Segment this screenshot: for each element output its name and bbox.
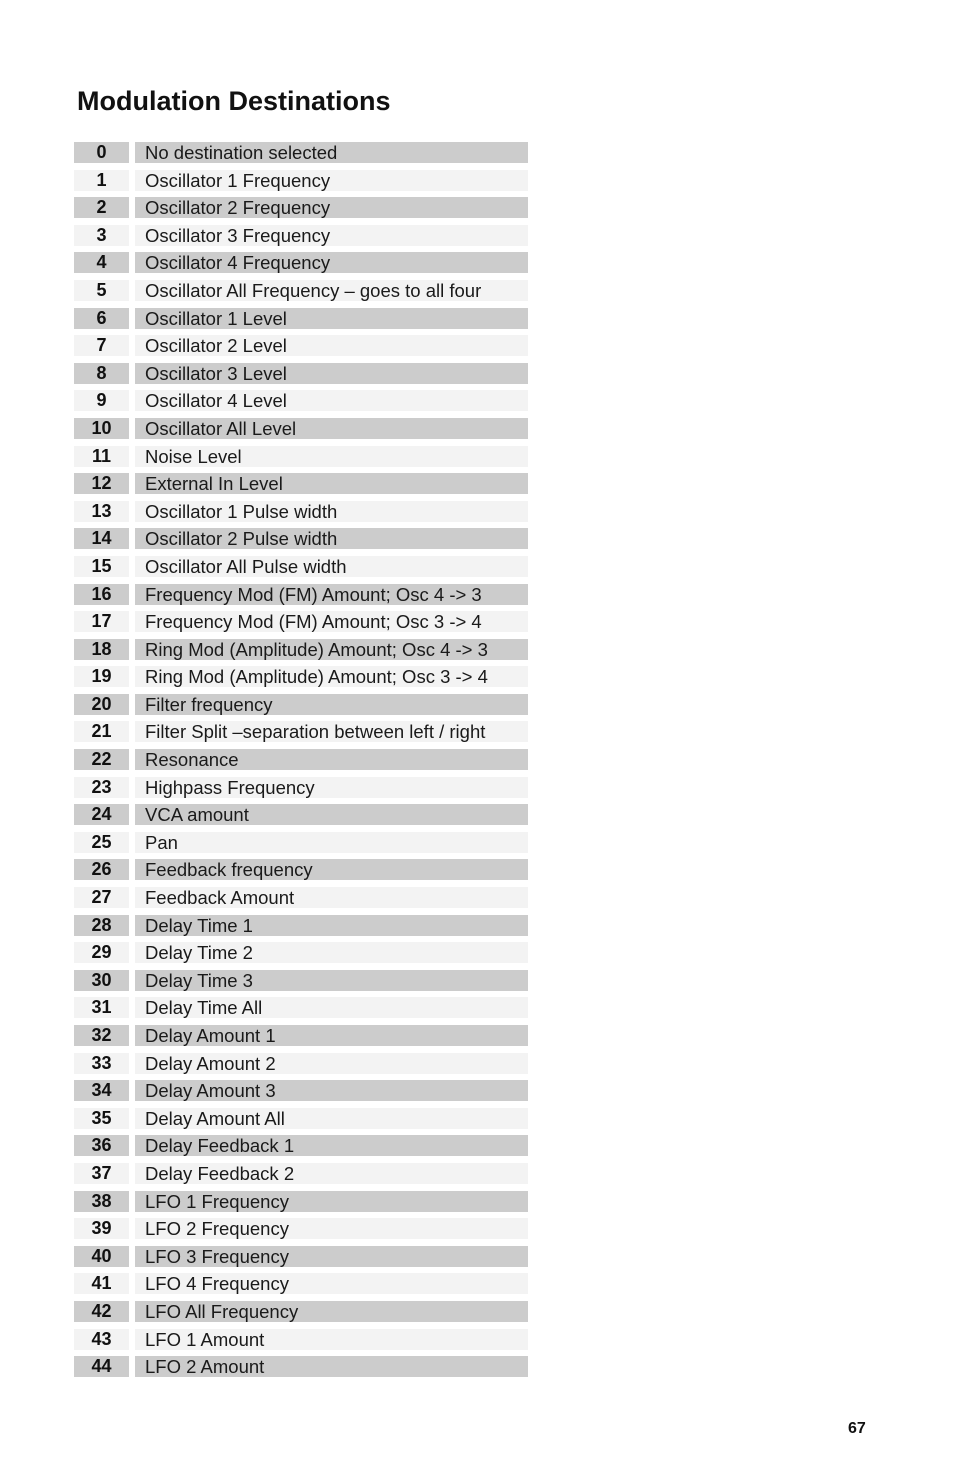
table-row [74,473,528,494]
destination-number: 3 [74,225,129,246]
table-row [74,1218,528,1239]
destination-number: 2 [74,197,129,218]
destination-number: 11 [74,446,129,467]
table-row [74,1135,528,1156]
table-row [74,639,528,660]
destination-label: LFO 4 Frequency [135,1273,528,1294]
destination-label: Resonance [135,749,528,770]
table-row [74,170,528,191]
destination-number: 4 [74,252,129,273]
table-row [74,1356,528,1377]
destination-number: 28 [74,915,129,936]
destination-number: 38 [74,1191,129,1212]
destination-label: Highpass Frequency [135,777,528,798]
destination-label: Filter Split –separation between left / right [135,721,528,742]
table-row [74,694,528,715]
table-row [74,390,528,411]
destination-number: 10 [74,418,129,439]
destination-number: 37 [74,1163,129,1184]
destination-label: Oscillator 3 Level [135,363,528,384]
destination-label: Delay Time 1 [135,915,528,936]
destination-label: Ring Mod (Amplitude) Amount; Osc 4 -> 3 [135,639,528,660]
destination-number: 14 [74,528,129,549]
table-row [74,832,528,853]
table-row [74,611,528,632]
table-row [74,1273,528,1294]
destination-label: Oscillator 2 Frequency [135,197,528,218]
destination-number: 1 [74,170,129,191]
destination-number: 19 [74,666,129,687]
destination-number: 35 [74,1108,129,1129]
destination-number: 6 [74,308,129,329]
destination-number: 23 [74,777,129,798]
destination-label: Oscillator 1 Pulse width [135,501,528,522]
destination-label: Feedback frequency [135,859,528,880]
destination-label: External In Level [135,473,528,494]
destination-label: Frequency Mod (FM) Amount; Osc 4 -> 3 [135,584,528,605]
destination-label: Oscillator All Level [135,418,528,439]
destination-label: Frequency Mod (FM) Amount; Osc 3 -> 4 [135,611,528,632]
table-row [74,804,528,825]
destination-number: 27 [74,887,129,908]
table-row [74,418,528,439]
destination-number: 12 [74,473,129,494]
destination-number: 7 [74,335,129,356]
table-row [74,970,528,991]
table-row [74,915,528,936]
table-row [74,859,528,880]
destination-label: Oscillator 4 Level [135,390,528,411]
table-row [74,1191,528,1212]
table-row [74,197,528,218]
destination-number: 41 [74,1273,129,1294]
destination-label: LFO 2 Frequency [135,1218,528,1239]
destination-number: 33 [74,1053,129,1074]
destination-number: 21 [74,721,129,742]
table-row [74,749,528,770]
table-row [74,1163,528,1184]
destination-label: VCA amount [135,804,528,825]
destination-number: 36 [74,1135,129,1156]
destination-label: Delay Amount All [135,1108,528,1129]
destination-label: Oscillator 4 Frequency [135,252,528,273]
destination-number: 18 [74,639,129,660]
destination-label: Delay Feedback 1 [135,1135,528,1156]
destination-number: 42 [74,1301,129,1322]
table-row [74,666,528,687]
table-row [74,252,528,273]
modulation-destinations-table [74,142,528,1384]
destination-label: Delay Amount 2 [135,1053,528,1074]
destination-number: 43 [74,1329,129,1350]
destination-label: Oscillator 1 Frequency [135,170,528,191]
destination-label: Delay Time 3 [135,970,528,991]
destination-label: Feedback Amount [135,887,528,908]
table-row [74,308,528,329]
table-row [74,584,528,605]
table-row [74,280,528,301]
destination-label: Oscillator 2 Pulse width [135,528,528,549]
destination-label: Delay Amount 3 [135,1080,528,1101]
destination-number: 0 [74,142,129,163]
destination-label: No destination selected [135,142,528,163]
destination-label: Oscillator 3 Frequency [135,225,528,246]
table-row [74,1025,528,1046]
destination-label: LFO 1 Frequency [135,1191,528,1212]
destination-number: 16 [74,584,129,605]
page-number: 67 [848,1420,866,1437]
table-row [74,1301,528,1322]
destination-label: LFO 1 Amount [135,1329,528,1350]
destination-number: 25 [74,832,129,853]
destination-label: Oscillator 1 Level [135,308,528,329]
destination-number: 32 [74,1025,129,1046]
destination-number: 22 [74,749,129,770]
destination-label: Oscillator All Pulse width [135,556,528,577]
destination-label: LFO 2 Amount [135,1356,528,1377]
destination-label: Delay Time 2 [135,942,528,963]
table-row [74,1080,528,1101]
destination-number: 34 [74,1080,129,1101]
table-row [74,142,528,163]
table-row [74,1053,528,1074]
destination-number: 29 [74,942,129,963]
table-row [74,556,528,577]
destination-label: Noise Level [135,446,528,467]
table-row [74,1246,528,1267]
destination-number: 31 [74,997,129,1018]
destination-number: 26 [74,859,129,880]
table-row [74,1329,528,1350]
table-row [74,887,528,908]
destination-number: 24 [74,804,129,825]
table-row [74,997,528,1018]
destination-number: 39 [74,1218,129,1239]
table-row [74,777,528,798]
destination-label: Pan [135,832,528,853]
table-row [74,363,528,384]
page-title: Modulation Destinations [77,86,391,116]
destination-number: 40 [74,1246,129,1267]
destination-number: 9 [74,390,129,411]
destination-number: 13 [74,501,129,522]
destination-label: Delay Amount 1 [135,1025,528,1046]
destination-label: Oscillator 2 Level [135,335,528,356]
destination-label: LFO All Frequency [135,1301,528,1322]
destination-label: Delay Time All [135,997,528,1018]
table-row [74,721,528,742]
table-row [74,446,528,467]
table-row [74,501,528,522]
table-row [74,1108,528,1129]
destination-number: 8 [74,363,129,384]
destination-number: 15 [74,556,129,577]
table-row [74,942,528,963]
destination-number: 20 [74,694,129,715]
destination-number: 30 [74,970,129,991]
destination-number: 5 [74,280,129,301]
destination-label: Filter frequency [135,694,528,715]
destination-label: Ring Mod (Amplitude) Amount; Osc 3 -> 4 [135,666,528,687]
table-row [74,528,528,549]
table-row [74,225,528,246]
destination-label: Delay Feedback 2 [135,1163,528,1184]
destination-label: Oscillator All Frequency – goes to all four [135,280,528,301]
destination-number: 17 [74,611,129,632]
destination-number: 44 [74,1356,129,1377]
destination-label: LFO 3 Frequency [135,1246,528,1267]
table-row [74,335,528,356]
